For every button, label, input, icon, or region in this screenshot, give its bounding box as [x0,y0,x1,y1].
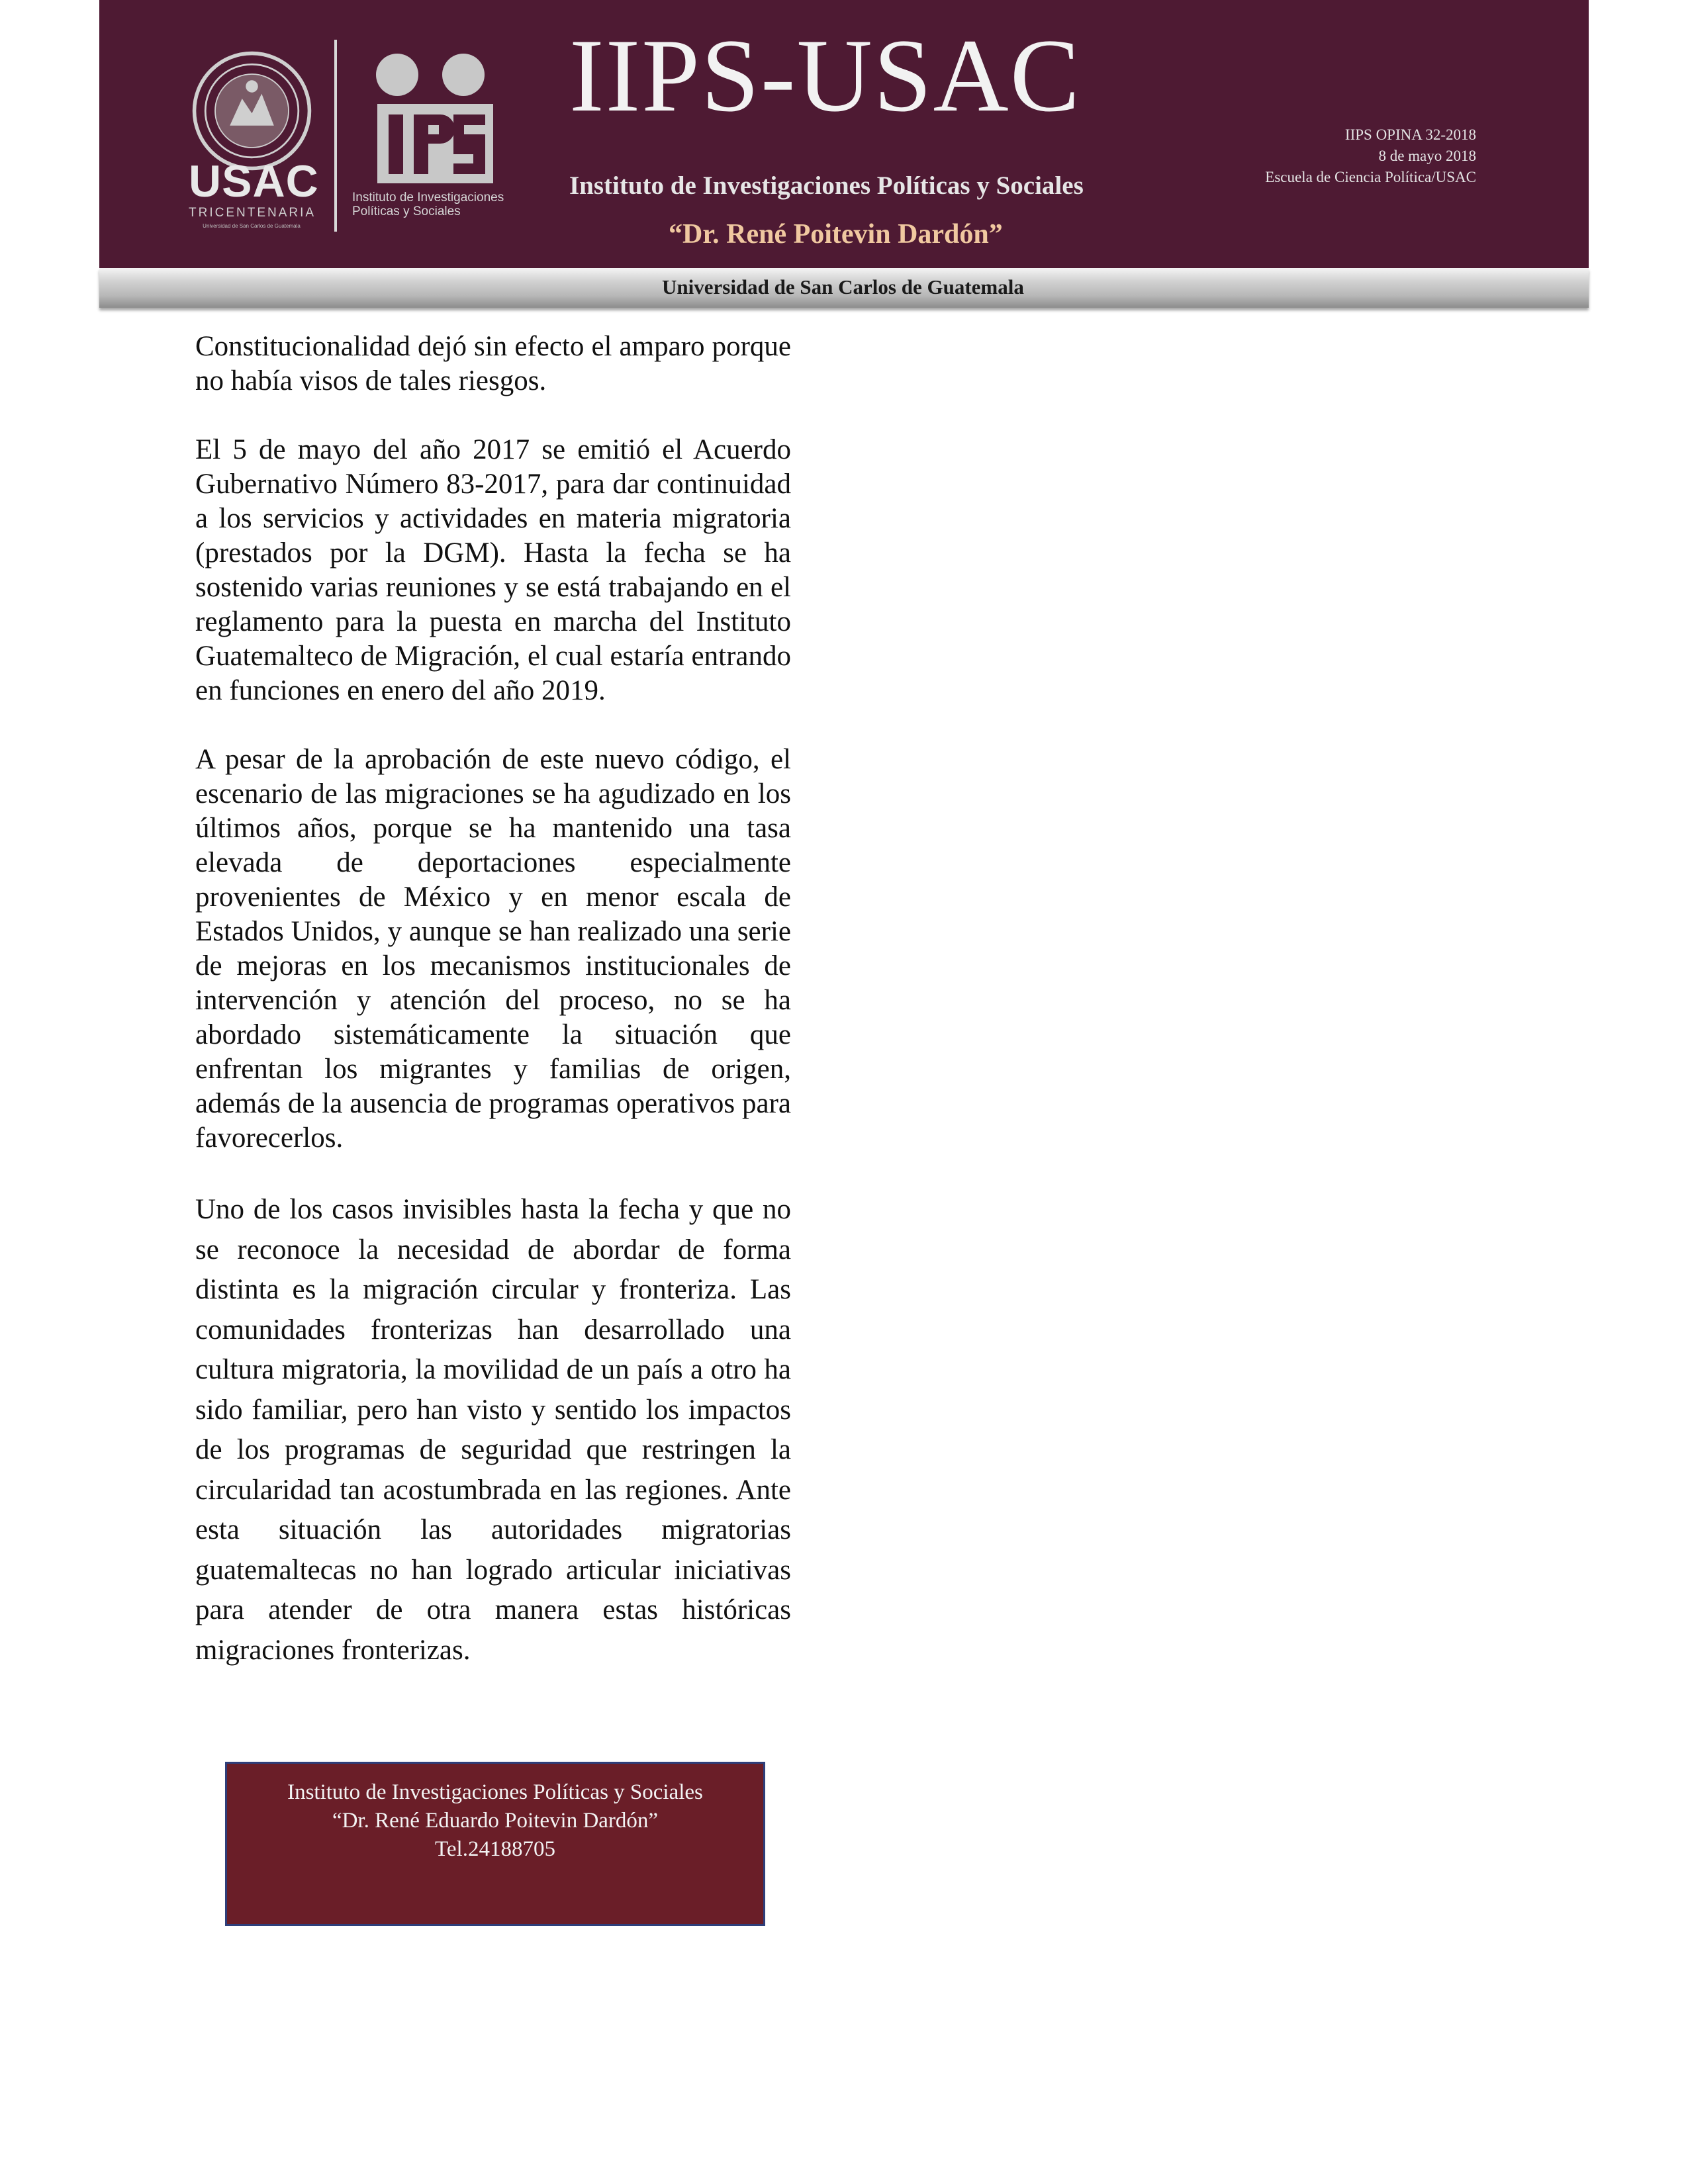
contact-institute: Instituto de Investigaciones Políticas y Sociales [287,1780,703,1804]
usac-logo-tagline-small: Universidad de San Carlos de Guatemala [203,223,301,229]
paragraph: Uno de los casos invisibles hasta la fecha y que no se reconoce la necesidad de abordar de forma distinta es la migración circular y fronteriza. Las comunidades fronterizas han desarrollado una cultura migratoria, la movilidad de un país a otro ha sido familiar, pero han visto y sentido los impactos de los programas de seguridad que restringen la circularidad tan acostumbrada en las regiones. Ante esta situación las autoridades migratorias guatemaltecas no han logrado articular iniciativas para atender de otra manera estas históricas migraciones fronterizas. [195,1194,791,1666]
institute-honoree: “Dr. René Poitevin Dardón” [669,219,1003,250]
issue-meta [1265,124,1476,188]
issue-number: IIPS OPINA 32-2018 [1344,126,1476,143]
contact-honoree: “Dr. René Eduardo Poitevin Dardón” [332,1809,659,1833]
ips-logo-caption [352,191,518,218]
contact-box [225,1762,765,1926]
issue-school: Escuela de Ciencia Política/USAC [1265,169,1476,185]
usac-logo [185,50,318,235]
article-column [195,330,791,1705]
logo-divider [334,40,337,232]
issue-date: 8 de mayo 2018 [1378,148,1476,164]
paragraph: A pesar de la aprobación de este nuevo código, el escenario de las migraciones se ha agudizado en los últimos años, porque se ha mantenido una tasa elevada de deportaciones especialmente provenientes de México y en menor escala de Estados Unidos, y aunque se han realizado una serie de mejoras en los mecanismos institucionales de intervención y atención del proceso, no se ha abordado sistemáticamente la situación que enfrentan los migrantes y familias de origen, además de la ausencia de programas operativos para favorecerlos. [195,744,791,1154]
ips-caption-line2: Políticas y Sociales [352,205,461,218]
usac-logo-word: USAC [189,156,319,206]
paragraph: Constitucionalidad dejó sin efecto el amparo porque no había visos de tales riesgos. [195,331,791,396]
contact-phone: Tel.24188705 [435,1837,555,1861]
usac-logo-tagline: TRICENTENARIA [189,206,316,220]
institute-name: Instituto de Investigaciones Políticas y Sociales [569,171,1084,200]
paragraph: El 5 de mayo del año 2017 se emitió el Acuerdo Gubernativo Número 83-2017, para dar continuidad a los servicios y actividades en materia migratoria (prestados por la DGM). Hasta la fecha se ha sostenido varias reuniones y se está trabajando en el reglamento para la puesta en marcha del Instituto Guatemalteco de Migración, el cual estaría entrando en funciones en enero del año 2019. [195,434,791,706]
ips-caption-line1: Instituto de Investigaciones [352,191,504,205]
page-title: IIPS-USAC [569,18,1082,134]
usac-seal-icon [191,50,313,172]
university-name: Universidad de San Carlos de Guatemala [662,275,1024,298]
